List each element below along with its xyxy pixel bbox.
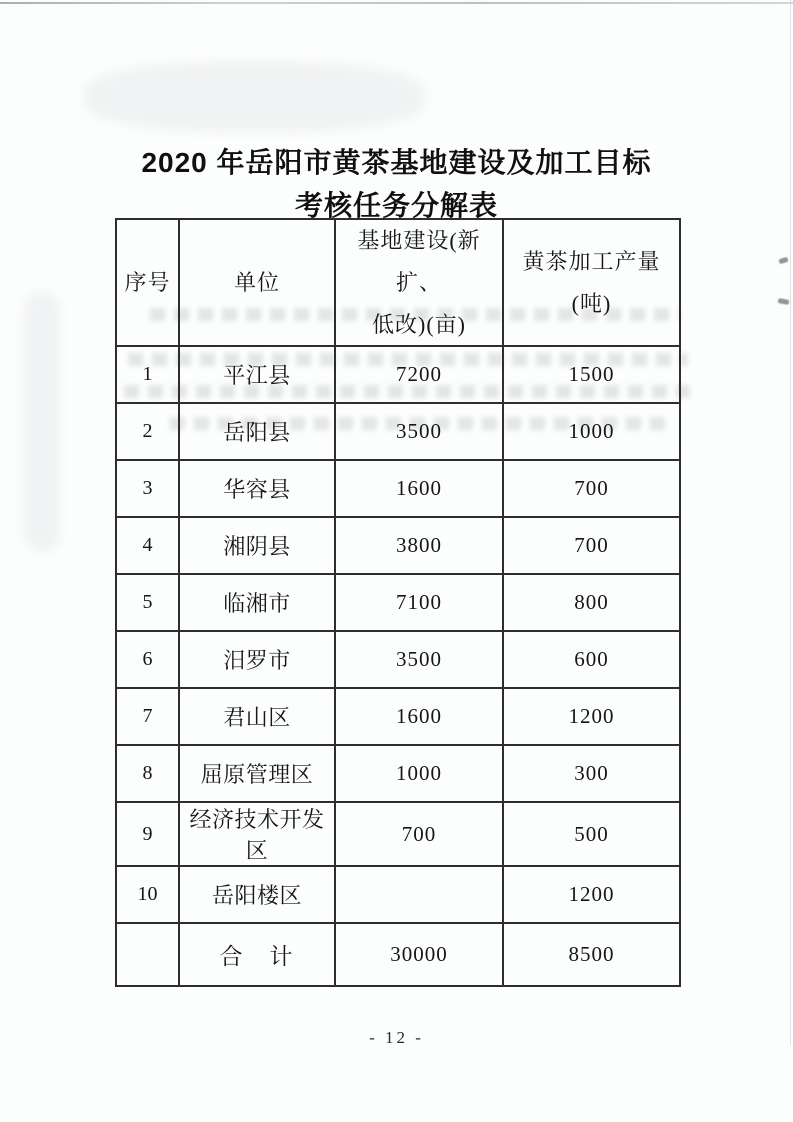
bleedthrough-smudge — [24, 292, 60, 552]
seq-cell: 10 — [116, 866, 179, 923]
base-cell — [335, 866, 503, 923]
base-cell: 1600 — [335, 460, 503, 517]
seq-cell — [116, 923, 179, 986]
unit-cell: 岳阳县 — [179, 403, 335, 460]
bleedthrough-smudge — [85, 62, 425, 132]
output-cell: 600 — [503, 631, 680, 688]
page-number: - 12 - — [369, 1028, 424, 1047]
seq-cell: 2 — [116, 403, 179, 460]
table-row — [116, 403, 680, 460]
total-label-cell: 合 计 — [179, 923, 335, 986]
header-row — [116, 219, 680, 346]
total-output-cell: 8500 — [503, 923, 680, 986]
header-output-line2: (吨) — [571, 290, 612, 316]
seq-cell: 3 — [116, 460, 179, 517]
scan-pen-mark — [778, 298, 790, 305]
table-row — [116, 688, 680, 745]
unit-cell: 华容县 — [179, 460, 335, 517]
seq-cell: 7 — [116, 688, 179, 745]
base-cell: 7200 — [335, 346, 503, 403]
title-line-1: 2020 年岳阳市黄茶基地建设及加工目标 — [141, 147, 652, 178]
unit-cell: 汨罗市 — [179, 631, 335, 688]
task-breakdown-table — [115, 218, 681, 987]
table-row — [116, 866, 680, 923]
table-row — [116, 745, 680, 802]
base-cell: 3500 — [335, 631, 503, 688]
base-cell: 1600 — [335, 688, 503, 745]
table-row — [116, 460, 680, 517]
header-seq: 序号 — [116, 219, 179, 346]
unit-cell: 君山区 — [179, 688, 335, 745]
unit-cell: 屈原管理区 — [179, 745, 335, 802]
seq-cell: 5 — [116, 574, 179, 631]
table-row — [116, 517, 680, 574]
base-cell: 3500 — [335, 403, 503, 460]
seq-cell: 1 — [116, 346, 179, 403]
document-title — [0, 141, 793, 228]
seq-cell: 8 — [116, 745, 179, 802]
output-cell: 700 — [503, 517, 680, 574]
output-cell: 800 — [503, 574, 680, 631]
total-base-cell: 30000 — [335, 923, 503, 986]
scan-pen-mark — [778, 257, 788, 265]
seq-cell: 6 — [116, 631, 179, 688]
base-cell: 700 — [335, 802, 503, 866]
output-cell: 1000 — [503, 403, 680, 460]
output-cell: 300 — [503, 745, 680, 802]
output-cell: 1200 — [503, 688, 680, 745]
output-cell: 700 — [503, 460, 680, 517]
title-line-2: 考核任务分解表 — [294, 190, 498, 222]
header-unit: 单位 — [179, 219, 335, 346]
output-cell: 1500 — [503, 346, 680, 403]
table-row — [116, 802, 680, 866]
table-row — [116, 346, 680, 403]
unit-cell: 临湘市 — [179, 574, 335, 631]
base-cell: 1000 — [335, 745, 503, 802]
seq-cell: 4 — [116, 517, 179, 574]
output-cell: 500 — [503, 802, 680, 866]
scan-edge-top-line — [0, 2, 793, 4]
unit-cell: 湘阴县 — [179, 517, 335, 574]
header-base-line2: 低改)(亩) — [372, 311, 466, 337]
output-cell: 1200 — [503, 866, 680, 923]
unit-cell: 平江县 — [179, 346, 335, 403]
seq-cell: 9 — [116, 802, 179, 866]
base-cell: 7100 — [335, 574, 503, 631]
unit-cell: 岳阳楼区 — [179, 866, 335, 923]
header-base-construction — [335, 219, 503, 346]
table-row — [116, 574, 680, 631]
total-row — [116, 923, 680, 986]
base-cell: 3800 — [335, 517, 503, 574]
table-row — [116, 631, 680, 688]
header-output-line1: 黄茶加工产量 — [522, 248, 661, 274]
header-processing-output — [503, 219, 680, 346]
header-base-line1: 基地建设(新扩、 — [357, 228, 481, 295]
unit-cell: 经济技术开发区 — [179, 802, 335, 866]
